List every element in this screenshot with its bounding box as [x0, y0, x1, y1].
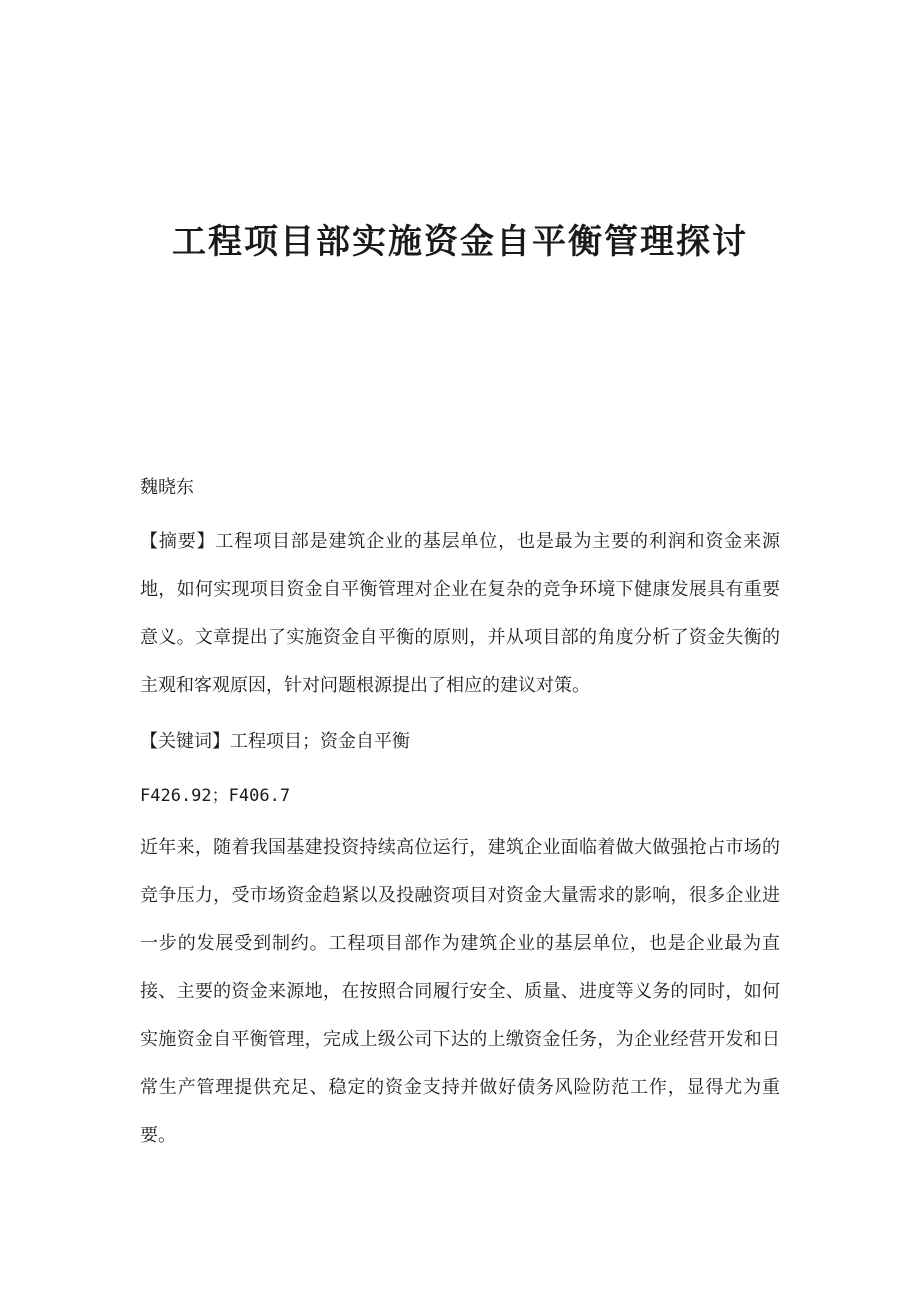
document-title: 工程项目部实施资金自平衡管理探讨 — [172, 222, 748, 262]
abstract-paragraph: 【摘要】工程项目部是建筑企业的基层单位，也是最为主要的利润和资金来源地，如何实现项目资金自平衡管理对企业在复杂的竞争环境下健康发展具有重要意义。文章提出了实施资金自平衡的原则，并从项目部的角度分析了资金失衡的主观和客观原因，针对问题根源提出了相应的建议对策。 — [140, 531, 780, 696]
keywords-line: 【关键词】工程项目；资金自平衡 — [140, 731, 410, 752]
classification-code: F426.92；F406.7 — [140, 786, 291, 806]
author-name: 魏晓东 — [140, 477, 194, 498]
body-paragraph: 近年来，随着我国基建投资持续高位运行，建筑企业面临着做大做强抢占市场的竞争压力，受市场资金趋紧以及投融资项目对资金大量需求的影响，很多企业进一步的发展受到制约。工程项目部作为建筑企业的基层单位，也是企业最为直接、主要的资金来源地，在按照合同履行安全、质量、进度等义务的同时，如何实施资金自平衡管理，完成上级公司下达的上缴资金任务，为企业经营开发和日常生产管理提供充足、稳定的资金支持并做好债务风险防范工作，显得尤为重要。 — [140, 837, 780, 1146]
